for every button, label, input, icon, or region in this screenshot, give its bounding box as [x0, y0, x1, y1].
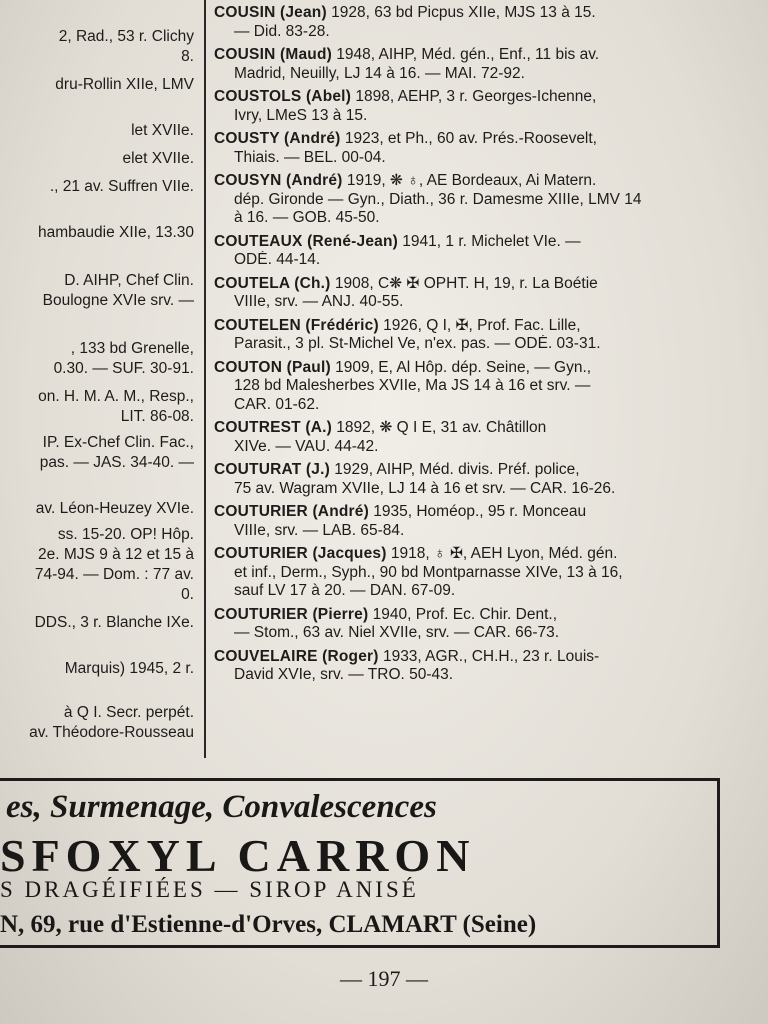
entry-text: 1935, Homéop., 95 r. Monceau	[368, 503, 587, 520]
entry-continuation-line	[214, 564, 762, 583]
left-column-line: 0.30. — SUF. 30-91.	[53, 360, 194, 377]
entry-text: Parasit., 3 pl. St-Michel Ve, n'ex. pas. — ODÉ. 03-31.	[234, 335, 601, 352]
directory-entry	[214, 46, 762, 83]
entry-text: Thiais. — BEL. 00-04.	[234, 148, 386, 166]
entry-text: sauf LV 17 à 20. — DAN. 67-09.	[234, 582, 456, 599]
left-column-line: hambaudie XIIe, 13.30	[38, 224, 194, 241]
left-column-line: let XVIIe.	[131, 122, 194, 139]
entry-text: et inf., Derm., Syph., 90 bd Montparnasse XIVe, 13 à 16,	[234, 563, 623, 581]
left-column-line: 2, Rad., 53 r. Clichy	[58, 28, 194, 45]
entry-first-line	[214, 648, 762, 667]
left-column-line: dru-Rollin XIIe, LMV	[55, 76, 194, 93]
entry-name: COUSTY (André)	[214, 130, 341, 147]
entry-text: XIVe. — VAU. 44-42.	[234, 437, 379, 455]
entry-first-line	[214, 419, 762, 438]
entry-continuation-line	[214, 107, 762, 126]
entry-name: COUTELA (Ch.)	[214, 274, 331, 292]
left-column-line: pas. — JAS. 34-40. —	[39, 454, 194, 471]
entry-name: COUTELEN (Frédéric)	[214, 316, 379, 334]
page-number: — 197 —	[340, 966, 428, 991]
entry-name: COUSYN (André)	[214, 172, 343, 189]
entry-text: CAR. 01-62.	[234, 395, 320, 413]
entry-text: 75 av. Wagram XVIIe, LJ 14 à 16 et srv. — CAR. 16-26.	[234, 479, 616, 497]
entry-continuation-line	[214, 149, 762, 168]
left-column-line: ., 21 av. Suffren VIIe.	[49, 178, 194, 195]
ad-brand-name: SFOXYL CARRON	[0, 830, 476, 881]
left-column-line: IP. Ex-Chef Clin. Fac.,	[42, 434, 194, 451]
left-column-line: 2e. MJS 9 à 12 et 15 à	[38, 546, 194, 563]
left-column-line: ss. 15-20. OP! Hôp.	[57, 526, 194, 543]
directory-entry	[214, 359, 762, 415]
directory-entry	[214, 4, 762, 41]
entry-text: à 16. — GOB. 45-50.	[234, 209, 380, 226]
entry-name: COUSTOLS (Abel)	[214, 88, 352, 105]
directory-entry	[214, 317, 762, 354]
entry-continuation-line	[214, 251, 762, 270]
entry-first-line	[214, 233, 762, 252]
entry-continuation-line	[214, 293, 762, 312]
entry-text: Ivry, LMeS 13 à 15.	[234, 106, 368, 124]
left-column-line: DDS., 3 r. Blanche IXe.	[34, 614, 194, 631]
entry-continuation-line	[214, 624, 762, 643]
column-divider	[204, 0, 206, 758]
entry-first-line	[214, 503, 762, 522]
left-column-line: D. AIHP, Chef Clin.	[64, 272, 194, 289]
entry-text: ODÉ. 44-14.	[234, 251, 321, 268]
entry-text: 1928, 63 bd Picpus XIIe, MJS 13 à 15.	[326, 4, 596, 21]
directory-entry	[214, 88, 762, 125]
left-column-line: à Q I. Secr. perpét.	[63, 704, 194, 721]
entry-continuation-line	[214, 65, 762, 84]
left-column-line: on. H. M. A. M., Resp.,	[38, 388, 194, 405]
entry-continuation-line	[214, 582, 762, 601]
directory-entry	[214, 648, 762, 685]
entry-continuation-line	[214, 23, 762, 42]
left-column-line: Marquis) 1945, 2 r.	[64, 660, 194, 677]
entry-name: COUVELAIRE (Roger)	[214, 647, 379, 665]
ad-products: S DRAGÉIFIÉES — SIROP ANISÉ	[0, 877, 419, 902]
entry-name: COUTURIER (Pierre)	[214, 605, 369, 623]
directory-entry	[214, 275, 762, 312]
left-column-line: 0.	[181, 586, 194, 603]
entry-text: 1933, AGR., CH.H., 23 r. Louis-	[378, 647, 600, 665]
directory-entry	[214, 130, 762, 167]
entry-text: VIIIe, srv. — LAB. 65-84.	[234, 521, 405, 539]
entry-text: 1908, C❋ ✠ OPHT. H, 19, r. La Boétie	[330, 274, 598, 292]
entry-text: — Stom., 63 av. Niel XVIIe, srv. — CAR. 66-73.	[234, 624, 560, 641]
ad-address: N, 69, rue d'Estienne-d'Orves, CLAMART (Seine)	[0, 911, 537, 938]
entry-name: COUSIN (Jean)	[214, 4, 327, 21]
entry-name: COUTURAT (J.)	[214, 461, 330, 478]
entry-text: David XVIe, srv. — TRO. 50-43.	[234, 666, 454, 683]
directory-entry	[214, 545, 762, 601]
entry-continuation-line	[214, 335, 762, 354]
entry-first-line	[214, 545, 762, 564]
entry-continuation-line	[214, 191, 762, 210]
ad-tagline: es, Surmenage, Convalescences	[6, 789, 437, 825]
entry-text: — Did. 83-28.	[234, 22, 330, 40]
entry-text: 1898, AEHP, 3 r. Georges-Ichenne,	[351, 88, 597, 105]
entry-text: 1918, ♁ ✠, AEH Lyon, Méd. gén.	[386, 545, 618, 562]
entry-continuation-line	[214, 666, 762, 685]
entry-text: 1892, ❋ Q I E, 31 av. Châtillon	[331, 419, 547, 436]
entry-first-line	[214, 130, 762, 149]
entry-continuation-line	[214, 396, 762, 415]
left-column-line: , 133 bd Grenelle,	[70, 340, 194, 357]
entry-continuation-line	[214, 377, 762, 396]
directory-entry	[214, 419, 762, 456]
entry-first-line	[214, 359, 762, 378]
entry-text: 1926, Q I, ✠, Prof. Fac. Lille,	[378, 316, 581, 334]
entry-first-line	[214, 46, 762, 65]
entry-name: COUTEAUX (René-Jean)	[214, 232, 398, 250]
entry-text: Madrid, Neuilly, LJ 14 à 16. — MAI. 72-92.	[234, 64, 525, 82]
directory-entry	[214, 172, 762, 228]
entry-first-line	[214, 88, 762, 107]
directory-entry	[214, 503, 762, 540]
entry-first-line	[214, 4, 762, 23]
entry-first-line	[214, 172, 762, 191]
entry-text: 1919, ❋ ♁, AE Bordeaux, Ai Matern.	[342, 172, 597, 189]
entry-text: 1948, AIHP, Méd. gén., Enf., 11 bis av.	[331, 46, 600, 63]
left-column-line: Boulogne XVIe srv. —	[42, 292, 194, 309]
entry-first-line	[214, 317, 762, 336]
entry-text: 1929, AIHP, Méd. divis. Préf. police,	[329, 461, 580, 478]
entry-continuation-line	[214, 438, 762, 457]
entry-continuation-line	[214, 522, 762, 541]
entry-text: 1940, Prof. Ec. Chir. Dent.,	[368, 605, 557, 623]
directory-entry	[214, 606, 762, 643]
entry-first-line	[214, 606, 762, 625]
entry-text: 128 bd Malesherbes XVIIe, Ma JS 14 à 16 et srv. —	[234, 377, 591, 394]
left-column-fragment	[0, 0, 200, 765]
directory-entry	[214, 461, 762, 498]
entry-name: COUTURIER (Jacques)	[214, 545, 387, 562]
entry-name: COUTURIER (André)	[214, 503, 369, 520]
entry-text: 1941, 1 r. Michelet VIe. —	[398, 232, 581, 250]
entry-text: VIIIe, srv. — ANJ. 40-55.	[234, 293, 404, 310]
entry-continuation-line	[214, 209, 762, 228]
entry-name: COUSIN (Maud)	[214, 46, 332, 63]
entry-first-line	[214, 275, 762, 294]
left-column-line: av. Léon-Heuzey XVIe.	[35, 500, 194, 517]
right-column-entries	[214, 4, 762, 690]
left-column-line: av. Théodore-Rousseau	[29, 724, 194, 741]
entry-continuation-line	[214, 480, 762, 499]
left-column-line: 74-94. — Dom. : 77 av.	[34, 566, 194, 583]
left-column-line: LIT. 86-08.	[120, 408, 194, 425]
entry-name: COUTREST (A.)	[214, 419, 332, 436]
entry-text: dép. Gironde — Gyn., Diath., 36 r. Damesme XIIIe, LMV 14	[234, 190, 642, 208]
entry-text: 1909, E, Al Hôp. dép. Seine, — Gyn.,	[330, 358, 592, 376]
entry-first-line	[214, 461, 762, 480]
left-column-line: 8.	[181, 48, 194, 65]
directory-entry	[214, 233, 762, 270]
left-column-line: elet XVIIe.	[122, 150, 194, 167]
entry-text: 1923, et Ph., 60 av. Prés.-Roosevelt,	[340, 130, 597, 147]
advertisement-box	[0, 778, 720, 948]
entry-name: COUTON (Paul)	[214, 358, 331, 376]
